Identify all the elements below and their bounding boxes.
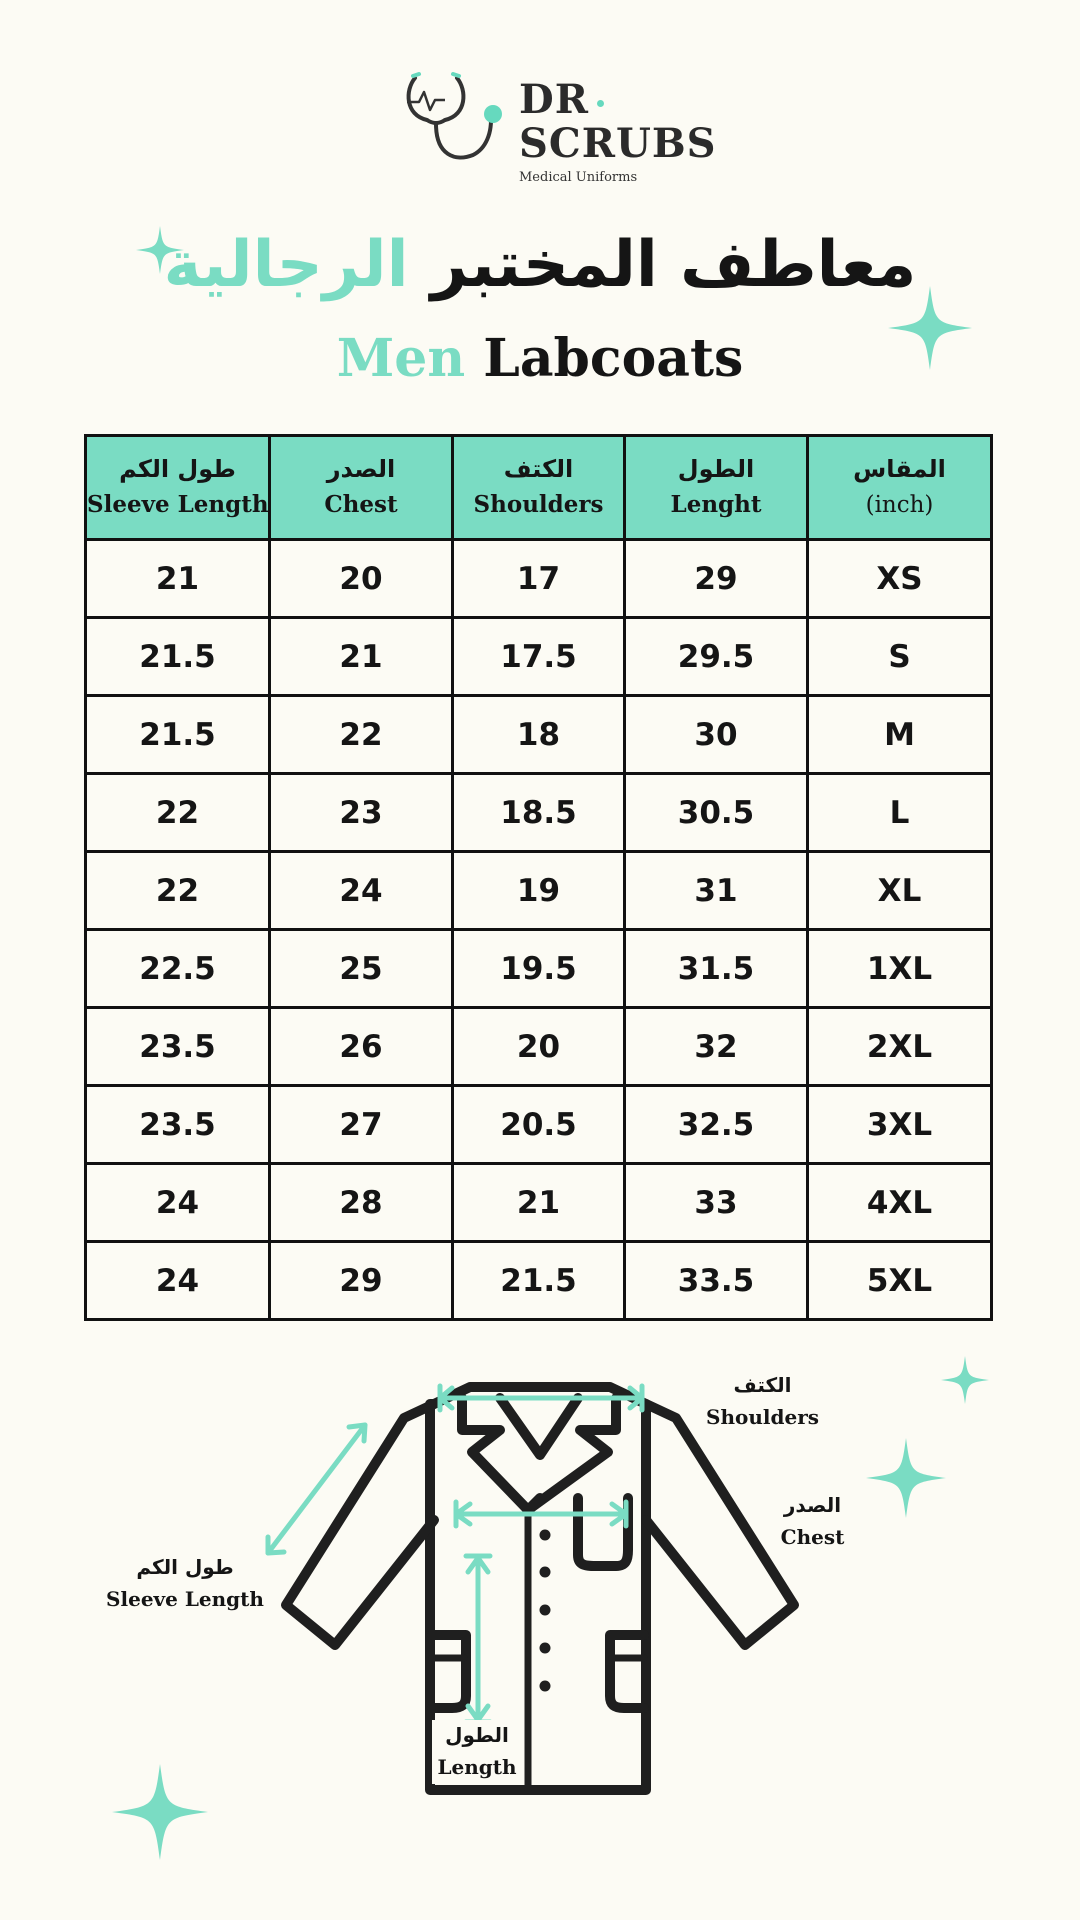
table-row	[86, 1164, 992, 1242]
cell-size: M	[808, 696, 992, 774]
cell-shoulders: 18.5	[453, 774, 625, 852]
header-length: الطول Lenght	[625, 436, 808, 540]
label-length: الطول Length	[432, 1720, 522, 1784]
table-header-row	[86, 436, 992, 540]
cell-length: 31	[625, 852, 808, 930]
cell-sleeve: 23.5	[86, 1008, 270, 1086]
brand-line1: DR	[519, 76, 604, 123]
cell-chest: 22	[270, 696, 453, 774]
cell-sleeve: 24	[86, 1164, 270, 1242]
cell-shoulders: 20.5	[453, 1086, 625, 1164]
title-english-accent: Men	[336, 328, 466, 389]
table-row	[86, 1242, 992, 1320]
cell-shoulders: 20	[453, 1008, 625, 1086]
label-sleeve-length: طول الكم Sleeve Length	[106, 1555, 264, 1611]
cell-size: 5XL	[808, 1242, 992, 1320]
labcoat-illustration	[0, 1330, 1080, 1920]
header-sleeve-length: طول الكم Sleeve Length	[86, 436, 270, 540]
cell-size: L	[808, 774, 992, 852]
label-shoulders: الكتف Shoulders	[706, 1373, 819, 1429]
cell-shoulders: 19	[453, 852, 625, 930]
cell-length: 29	[625, 540, 808, 618]
table-row	[86, 1086, 992, 1164]
cell-chest: 23	[270, 774, 453, 852]
cell-sleeve: 21	[86, 540, 270, 618]
cell-length: 30	[625, 696, 808, 774]
title-arabic	[0, 228, 1080, 302]
title-arabic-accent: الرجالية	[163, 228, 409, 302]
header-chest: الصدر Chest	[270, 436, 453, 540]
title-english-main: Labcoats	[483, 328, 744, 389]
cell-size: XL	[808, 852, 992, 930]
table-row	[86, 1008, 992, 1086]
cell-chest: 25	[270, 930, 453, 1008]
title-english	[0, 328, 1080, 389]
header-shoulders: الكتف Shoulders	[453, 436, 625, 540]
cell-length: 30.5	[625, 774, 808, 852]
cell-size: 3XL	[808, 1086, 992, 1164]
cell-shoulders: 21.5	[453, 1242, 625, 1320]
cell-sleeve: 22.5	[86, 930, 270, 1008]
cell-chest: 20	[270, 540, 453, 618]
cell-size: 4XL	[808, 1164, 992, 1242]
header-size: المقاس (inch)	[808, 436, 992, 540]
cell-chest: 21	[270, 618, 453, 696]
cell-sleeve: 22	[86, 774, 270, 852]
cell-sleeve: 24	[86, 1242, 270, 1320]
cell-size: S	[808, 618, 992, 696]
cell-chest: 29	[270, 1242, 453, 1320]
cell-size: 2XL	[808, 1008, 992, 1086]
cell-shoulders: 17.5	[453, 618, 625, 696]
labcoat-diagram	[0, 1330, 1080, 1920]
cell-length: 33.5	[625, 1242, 808, 1320]
table-row	[86, 540, 992, 618]
cell-length: 32.5	[625, 1086, 808, 1164]
label-chest: الصدر Chest	[780, 1493, 845, 1549]
cell-shoulders: 18	[453, 696, 625, 774]
table-row	[86, 696, 992, 774]
table-row	[86, 618, 992, 696]
cell-length: 32	[625, 1008, 808, 1086]
cell-shoulders: 19.5	[453, 930, 625, 1008]
cell-chest: 28	[270, 1164, 453, 1242]
cell-length: 29.5	[625, 618, 808, 696]
size-chart-table	[84, 434, 993, 1321]
cell-shoulders: 21	[453, 1164, 625, 1242]
title-arabic-main: معاطف المختبر	[430, 228, 917, 302]
cell-size: 1XL	[808, 930, 992, 1008]
cell-sleeve: 21.5	[86, 696, 270, 774]
cell-chest: 26	[270, 1008, 453, 1086]
table-row	[86, 852, 992, 930]
brand-line2: SCRUBS	[519, 120, 717, 167]
cell-shoulders: 17	[453, 540, 625, 618]
brand-tagline: Medical Uniforms	[519, 170, 638, 185]
cell-size: XS	[808, 540, 992, 618]
cell-chest: 27	[270, 1086, 453, 1164]
cell-length: 31.5	[625, 930, 808, 1008]
cell-sleeve: 21.5	[86, 618, 270, 696]
cell-chest: 24	[270, 852, 453, 930]
cell-sleeve: 23.5	[86, 1086, 270, 1164]
table-row	[86, 774, 992, 852]
cell-sleeve: 22	[86, 852, 270, 930]
table-row	[86, 930, 992, 1008]
cell-length: 33	[625, 1164, 808, 1242]
